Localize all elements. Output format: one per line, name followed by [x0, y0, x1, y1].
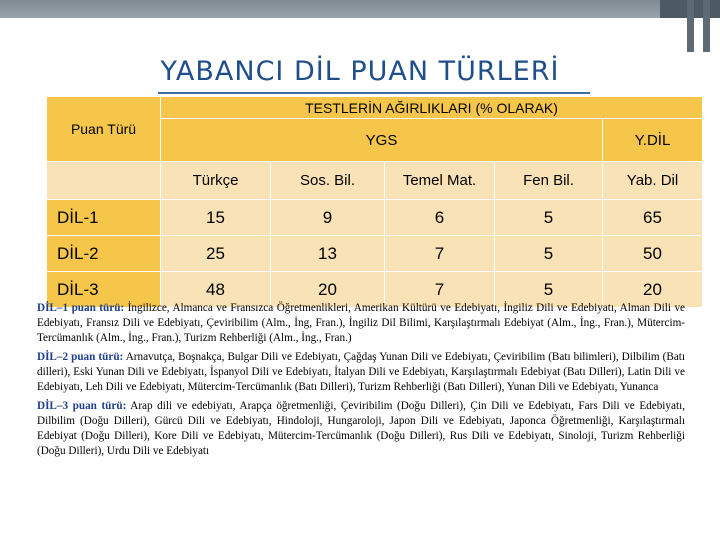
note-dil-1: [37, 301, 685, 346]
row-header: DİL-3: [47, 272, 161, 308]
table-cell: 65: [603, 200, 703, 236]
blank-header-cell: [47, 162, 161, 200]
column-header: Temel Mat.: [385, 162, 495, 200]
table-cell: 7: [385, 272, 495, 308]
group-header: TESTLERİN AĞIRLIKLARI (% OLARAK): [161, 97, 703, 119]
score-weights-table: [46, 96, 703, 308]
slide-decor-bar-1: [687, 0, 694, 52]
table-cell: 5: [495, 272, 603, 308]
note-text: Arnavutça, Boşnakça, Bulgar Dili ve Edebiyatı, Çağdaş Yunan Dili ve Edebiyatı, Çeviribilim (Batı bilimleri), Dilbilim (Batı dilleri), Eski Yunan Dili ve Edebiyatı, İspanyol Dili ve Edebiyatı, İtalyan Dili ve Edebiyatı, Karşılaştırmalı Edebiyat (Batı Dilleri), Latin Dili ve Edebiyatı, Leh Dili ve Edebiyatı, Mütercim-Tercümanlık (Batı Dilleri), Turizm Rehberliği (Batı Dilleri), Yunan Dili ve Edebiyatı, Yunanca: [37, 351, 686, 393]
corner-header: Puan Türü: [47, 97, 161, 162]
table-cell: 20: [271, 272, 385, 308]
note-label: DİL–1 puan türü:: [37, 302, 125, 314]
table-cell: 48: [161, 272, 271, 308]
note-dil-2: [37, 350, 685, 395]
table-cell: 5: [495, 200, 603, 236]
table-cell: 50: [603, 236, 703, 272]
note-label: DİL–3 puan türü:: [37, 400, 127, 412]
subgroup-header-ydil: Y.DİL: [603, 119, 703, 162]
table-cell: 9: [271, 200, 385, 236]
table-row: [47, 236, 703, 272]
table-cell: 5: [495, 236, 603, 272]
subgroup-header-ygs: YGS: [161, 119, 603, 162]
note-text: Arap dili ve edebiyatı, Arapça öğretmenliği, Çeviribilim (Doğu Dilleri), Çin Dili ve Edebiyatı, Fars Dili ve Edebiyatı, Dilbilim (Doğu Dilleri), Gürcü Dili ve Edebiyatı, Hindoloji, Hungaroloji, Japon Dili ve Edebiyatı, Japonca Öğretmenliği, Karşılaştırmalı Edebiyat (Doğu Dilleri), Kore Dili ve Edebiyatı, Mütercim-Tercümanlık (Doğu Dilleri), Rus Dili ve Edebiyatı, Sinoloji, Turizm Rehberliği (Doğu Dilleri), Urdu Dili ve Edebiyatı: [37, 400, 685, 457]
note-text: İngilizce, Almanca ve Fransızca Öğretmenlikleri, Amerikan Kültürü ve Edebiyatı, İngiliz Dili ve Edebiyatı, Alman Dili ve Edebiyatı, Fransız Dili ve Edebiyatı, Çeviribilim (Alm., İng, Fran.), İngiliz Dil Bilimi, Karşılaştırmalı Edebiyat (Alm., İng., Fran.), Mütercim-Tercümanlık (Alm., İng., Fran.), Turizm Rehberliği (Alm., İng., Fran.): [37, 302, 686, 344]
column-header: Türkçe: [161, 162, 271, 200]
score-type-notes: [37, 301, 685, 463]
table-cell: 15: [161, 200, 271, 236]
table-cell: 25: [161, 236, 271, 272]
title-underline: [158, 92, 590, 94]
column-header: Fen Bil.: [495, 162, 603, 200]
note-label: DİL–2 puan türü:: [37, 351, 124, 363]
slide-top-bar: [0, 0, 720, 18]
table-cell: 13: [271, 236, 385, 272]
column-header: Yab. Dil: [603, 162, 703, 200]
note-dil-3: [37, 399, 685, 459]
row-header: DİL-1: [47, 200, 161, 236]
table-cell: 6: [385, 200, 495, 236]
column-header: Sos. Bil.: [271, 162, 385, 200]
slide-title: YABANCI DİL PUAN TÜRLERİ: [160, 56, 560, 87]
row-header: DİL-2: [47, 236, 161, 272]
table-cell: 7: [385, 236, 495, 272]
table-row: [47, 200, 703, 236]
table-cell: 20: [603, 272, 703, 308]
slide-decor-bar-2: [703, 0, 710, 52]
